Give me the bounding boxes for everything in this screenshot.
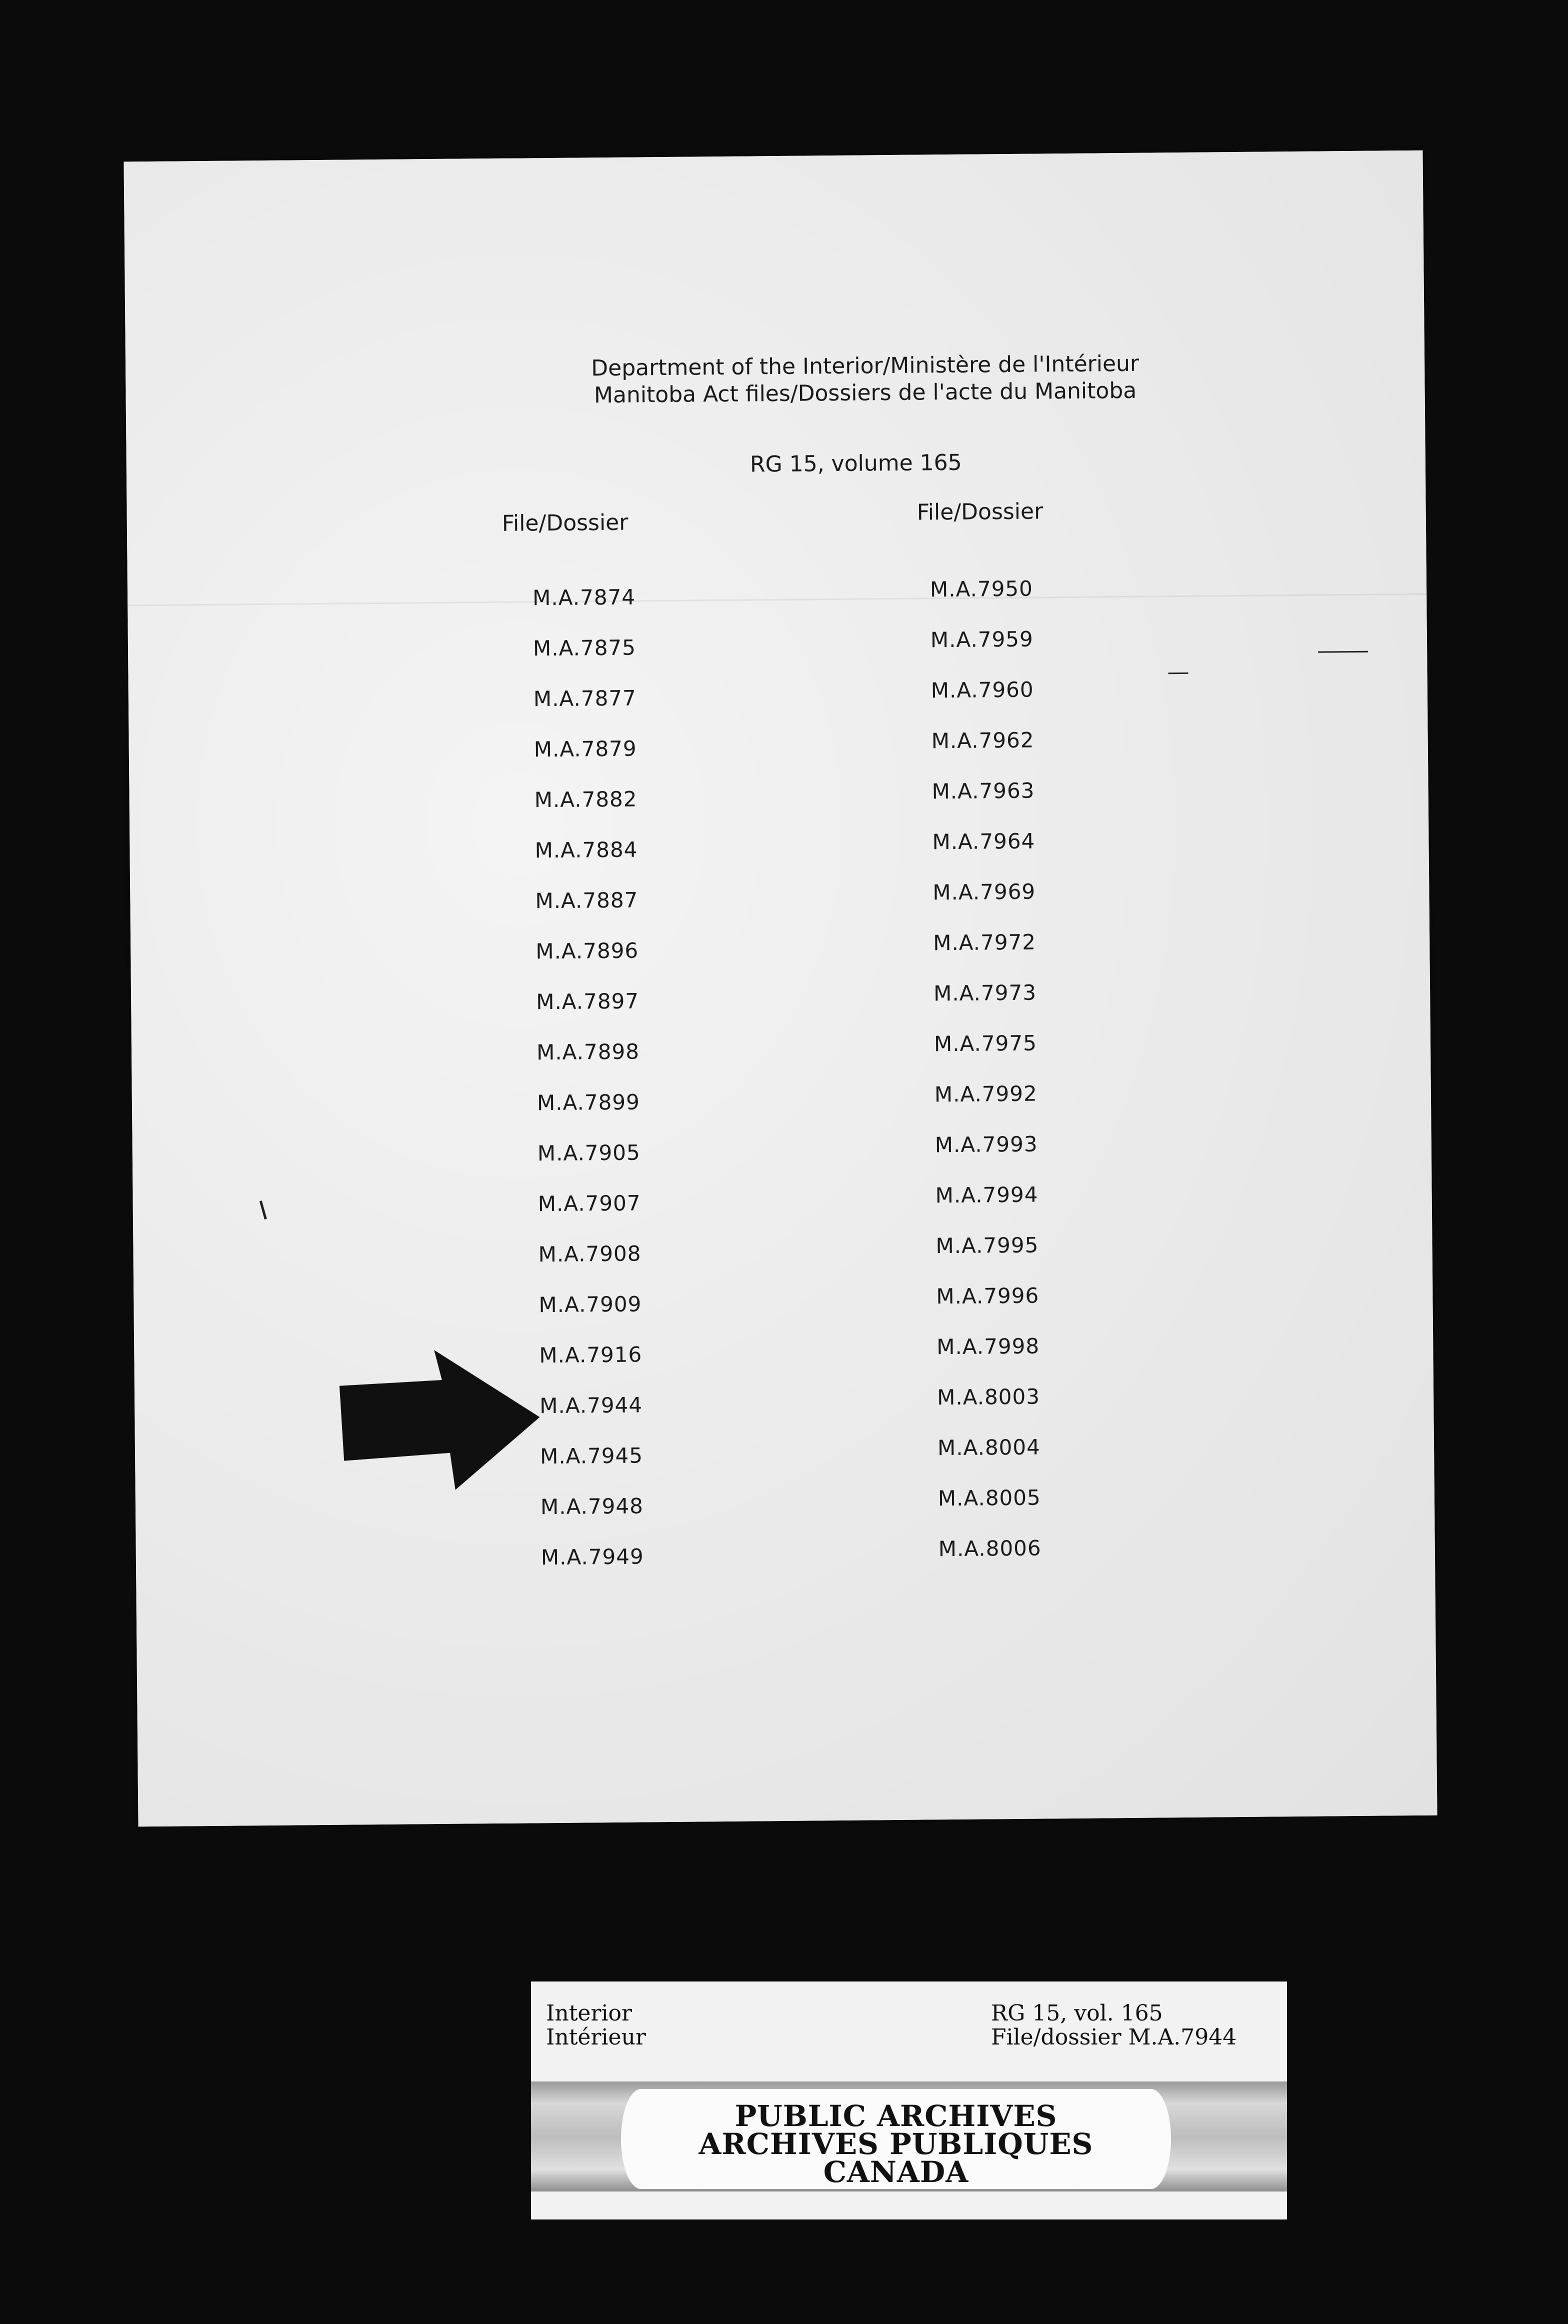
label-department-en: Interior xyxy=(546,2000,632,2026)
stamp-line-fr: ARCHIVES PUBLIQUES xyxy=(698,2127,1094,2161)
stamp-line-en: PUBLIC ARCHIVES xyxy=(734,2099,1058,2133)
file-entry: M.A.7907 xyxy=(538,1190,641,1216)
left-file-list xyxy=(532,585,644,1596)
file-entry: M.A.7969 xyxy=(932,879,1036,905)
label-reference: RG 15, vol. 165 xyxy=(991,2000,1163,2026)
file-entry: M.A.7972 xyxy=(933,930,1036,956)
file-entry: M.A.8005 xyxy=(938,1485,1041,1511)
file-entry: M.A.7949 xyxy=(540,1544,644,1570)
file-entry: M.A.8003 xyxy=(936,1384,1040,1410)
file-entry: M.A.7909 xyxy=(538,1292,642,1318)
label-department-fr: Intérieur xyxy=(546,2024,646,2050)
ink-speck xyxy=(1318,651,1368,653)
file-entry: M.A.7887 xyxy=(535,888,638,914)
file-entry: M.A.8006 xyxy=(938,1536,1042,1562)
volume-reference: RG 15, volume 165 xyxy=(750,450,962,478)
file-entry: M.A.7993 xyxy=(934,1132,1038,1158)
file-entry: M.A.7884 xyxy=(534,837,638,863)
department-heading: Department of the Interior/Ministère de l'Intérieur xyxy=(591,350,1140,382)
file-entry: M.A.7998 xyxy=(936,1334,1040,1360)
file-entry: M.A.7877 xyxy=(533,686,636,712)
file-entry-highlighted: M.A.7944 xyxy=(540,1392,643,1418)
ink-speck xyxy=(1168,672,1188,674)
file-entry: M.A.7898 xyxy=(536,1039,640,1065)
file-entry: M.A.7874 xyxy=(532,584,636,610)
file-entry: M.A.7899 xyxy=(536,1090,640,1116)
file-entry: M.A.7959 xyxy=(930,626,1034,652)
file-entry: M.A.7882 xyxy=(534,786,638,812)
pointer-arrow-icon xyxy=(334,1343,546,1495)
right-column-heading: File/Dossier xyxy=(916,498,1044,526)
file-entry: M.A.7975 xyxy=(934,1030,1038,1056)
archives-stamp xyxy=(621,2089,1171,2189)
file-entry: M.A.7905 xyxy=(537,1140,640,1166)
ink-speck xyxy=(260,1200,267,1220)
file-entry: M.A.7897 xyxy=(536,988,640,1014)
document-page xyxy=(124,150,1438,1827)
file-entry: M.A.7992 xyxy=(934,1081,1038,1107)
file-entry: M.A.7896 xyxy=(536,938,639,964)
paper-fold-line xyxy=(128,594,1426,606)
file-entry: M.A.7908 xyxy=(538,1241,642,1267)
file-entry: M.A.7945 xyxy=(540,1443,644,1469)
file-entry: M.A.7916 xyxy=(539,1342,642,1368)
file-entry: M.A.7964 xyxy=(932,828,1036,854)
stamp-line-country: CANADA xyxy=(823,2155,969,2189)
file-entry: M.A.7950 xyxy=(930,576,1034,602)
file-entry: M.A.7948 xyxy=(540,1494,644,1520)
label-file: File/dossier M.A.7944 xyxy=(991,2024,1237,2050)
series-heading: Manitoba Act files/Dossiers de l'acte du Manitoba xyxy=(594,378,1137,408)
file-entry: M.A.7973 xyxy=(933,980,1037,1006)
file-entry: M.A.8004 xyxy=(937,1434,1041,1460)
left-column-heading: File/Dossier xyxy=(502,510,628,536)
file-entry: M.A.7994 xyxy=(935,1182,1038,1208)
file-entry: M.A.7962 xyxy=(931,728,1034,754)
file-entry: M.A.7960 xyxy=(930,677,1034,703)
file-entry: M.A.7963 xyxy=(932,778,1035,804)
file-entry: M.A.7996 xyxy=(936,1283,1040,1309)
right-file-list xyxy=(930,576,1042,1588)
archive-label-card xyxy=(531,1982,1287,2220)
file-entry: M.A.7879 xyxy=(534,736,637,762)
file-entry: M.A.7875 xyxy=(532,635,636,661)
file-entry: M.A.7995 xyxy=(936,1232,1039,1258)
